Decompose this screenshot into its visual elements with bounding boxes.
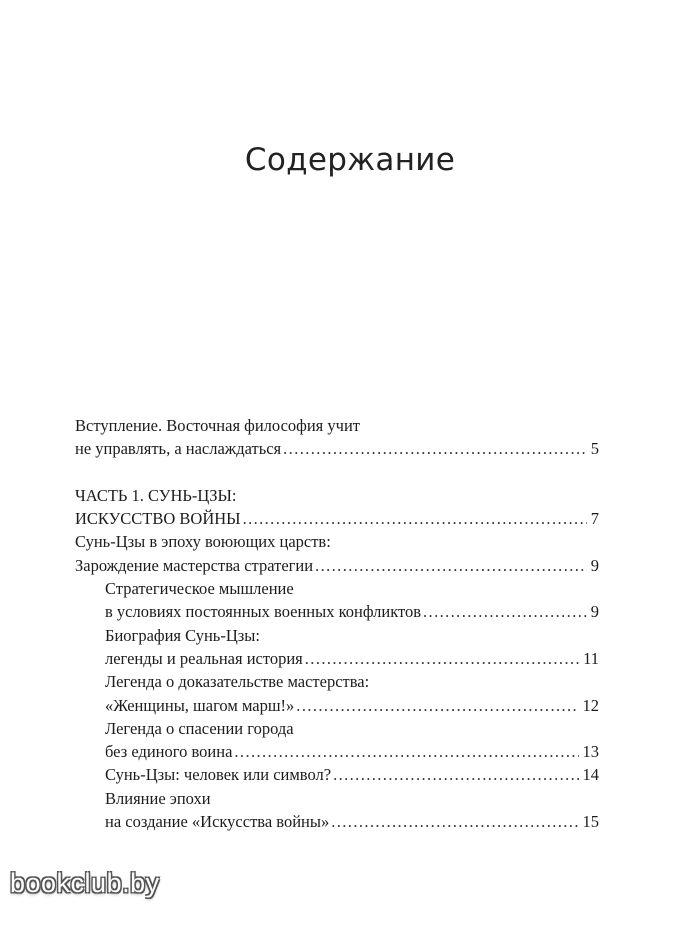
dot-leader <box>333 763 578 786</box>
toc-entry-text: в условиях постоянных военных конфликтов <box>105 602 422 622</box>
dot-leader <box>296 694 578 717</box>
page-number: 12 <box>582 695 599 715</box>
toc-entry-text: Вступление. Восточная философия учит <box>75 416 360 435</box>
toc-entry-text: на создание «Искусства войны» <box>105 812 330 832</box>
toc-entry-text: Легенда о доказательстве мастерства: <box>105 672 370 692</box>
toc-entry-text: «Женщины, шагом марш!» <box>105 695 295 715</box>
toc-entry-text: Влияние эпохи <box>105 788 211 808</box>
watermark: bookclub.by <box>10 868 160 898</box>
toc-part1-line1 <box>75 484 599 507</box>
dot-leader <box>305 647 579 670</box>
toc-section-line1 <box>75 624 599 647</box>
toc-entry-text: ИСКУССТВО ВОЙНЫ <box>75 509 241 529</box>
toc-entry-text: Зарождение мастерства стратегии <box>75 555 314 575</box>
toc-section-line2 <box>75 647 599 670</box>
toc-section-line1 <box>75 717 599 740</box>
toc-part1-line2 <box>75 507 599 530</box>
toc-section-line1 <box>75 670 599 693</box>
toc-section-line1 <box>75 763 599 786</box>
toc-entry-text: Сунь-Цзы в эпоху воюющих царств: <box>75 532 331 552</box>
toc-intro-line2 <box>75 437 599 460</box>
toc-entry-text: Легенда о спасении города <box>105 718 294 738</box>
toc-entry-text: легенды и реальная история <box>105 648 303 668</box>
dot-leader <box>283 437 587 460</box>
toc-section-line2 <box>75 740 599 763</box>
spacer <box>75 461 599 484</box>
page-number: 5 <box>590 439 599 459</box>
toc-intro-line1 <box>75 414 599 437</box>
dot-leader <box>331 810 578 833</box>
dot-leader <box>234 740 578 763</box>
toc-entry-text: не управлять, а наслаждаться <box>75 439 282 459</box>
toc-entry-text: Стратегическое мышление <box>105 579 294 599</box>
toc-section-line1 <box>75 787 599 810</box>
toc-chapter1-line2 <box>75 554 599 577</box>
page-number: 13 <box>582 742 599 762</box>
table-of-contents <box>75 414 599 833</box>
page-number: 9 <box>590 602 599 622</box>
page-number: 15 <box>582 812 599 832</box>
toc-entry-text: Сунь-Цзы: человек или символ? <box>105 765 332 785</box>
page-title: Содержание <box>244 142 456 178</box>
toc-section-line1 <box>75 577 599 600</box>
dot-leader <box>423 600 587 623</box>
toc-section-line2 <box>75 694 599 717</box>
toc-chapter1-line1 <box>75 530 599 553</box>
dot-leader <box>243 507 587 530</box>
toc-entry-text: без единого воина <box>105 742 233 762</box>
page-number: 7 <box>590 509 599 529</box>
page-number: 11 <box>583 648 599 668</box>
toc-section-line2 <box>75 600 599 623</box>
toc-entry-text: Биография Сунь-Цзы: <box>105 625 260 645</box>
page-number: 9 <box>590 555 599 575</box>
toc-section-line2 <box>75 810 599 833</box>
toc-entry-text: ЧАСТЬ 1. СУНЬ-ЦЗЫ: <box>75 485 237 505</box>
page-number: 14 <box>582 765 599 785</box>
dot-leader <box>315 554 587 577</box>
